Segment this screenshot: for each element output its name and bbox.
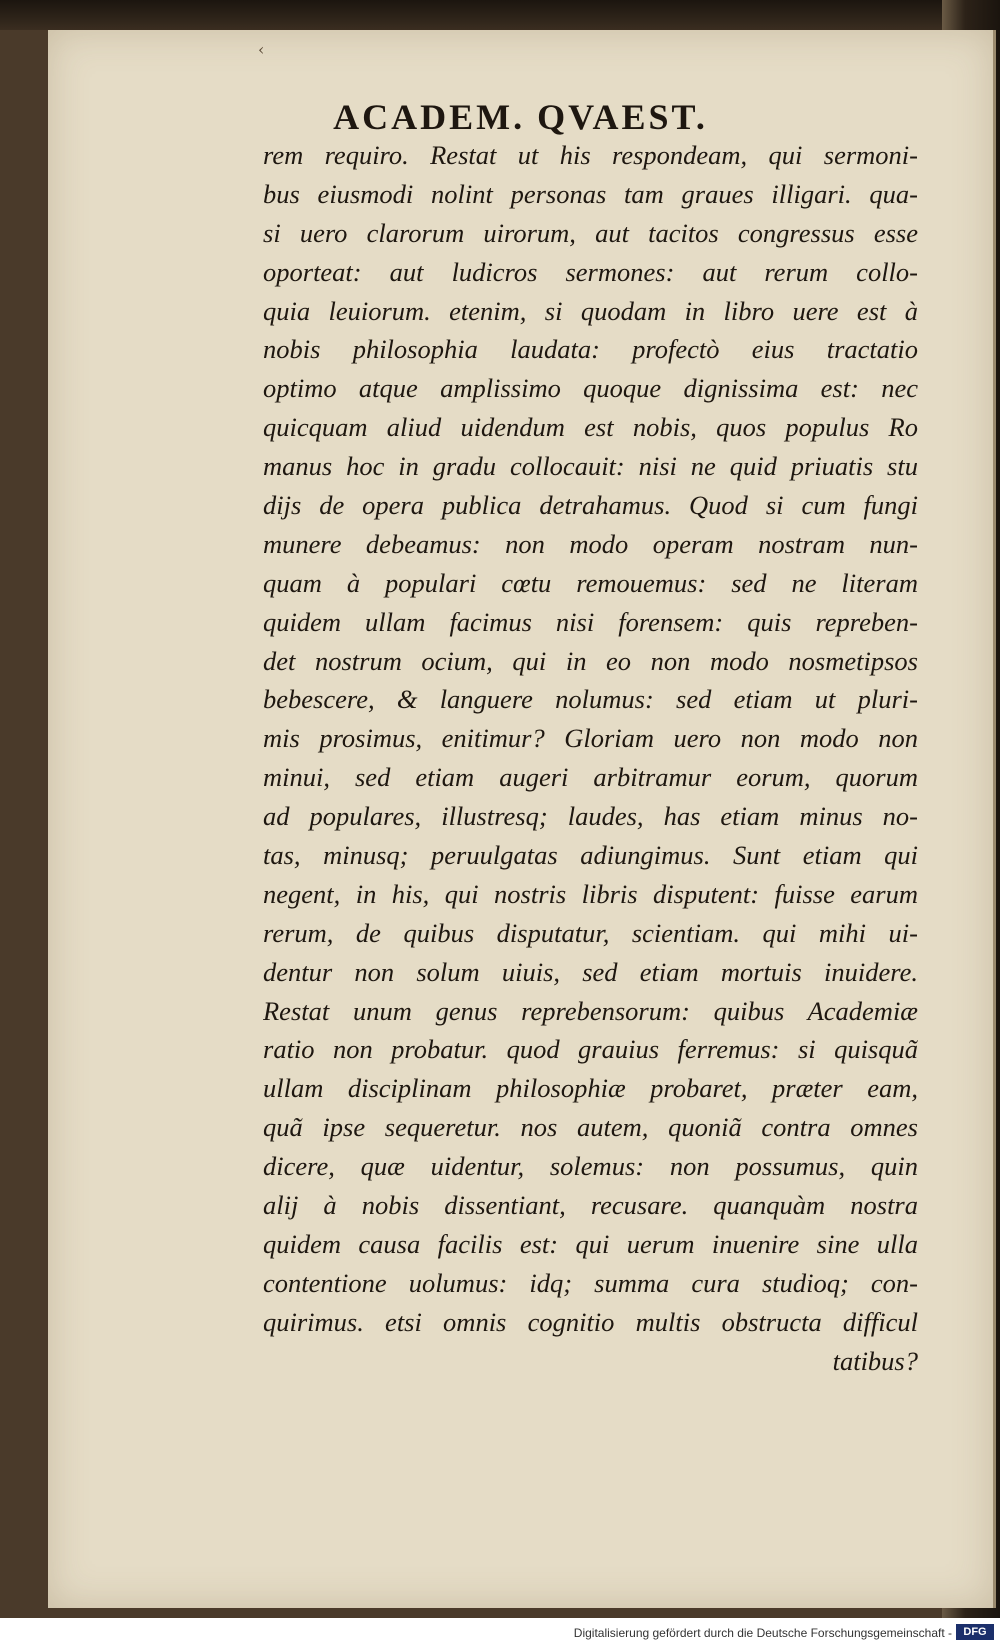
running-head: ACADEM. QVAEST.: [333, 97, 708, 137]
margin-speck: ‹: [258, 40, 265, 59]
text-line: negent, in his, qui nostris libris disputent: fuisse earum: [263, 878, 918, 909]
text-line: bus eiusmodi nolint personas tam graues illigari. qua-: [263, 178, 918, 209]
text-line: ullam disciplinam philosophiæ probaret, præter eam,: [263, 1073, 918, 1104]
text-line: quicquam aliud uidendum est nobis, quos populus Ro: [263, 412, 918, 443]
text-line: dijs de opera publica detrahamus. Quod si cum fungi: [263, 490, 918, 521]
text-line: ad populares, illustresq; laudes, has etiam minus no-: [263, 801, 918, 832]
text-line: munere debeamus: non modo operam nostram nun-: [263, 528, 918, 559]
text-line: dentur non solum uiuis, sed etiam mortuis inuidere.: [263, 956, 918, 987]
text-line: quam à populari cœtu remouemus: sed ne literam: [263, 567, 918, 598]
text-line: oporteat: aut ludicros sermones: aut rerum collo-: [263, 256, 918, 287]
text-line: contentione uolumus: idq; summa cura studioq; con-: [263, 1267, 918, 1298]
text-line: quia leuiorum. etenim, si quodam in libro uere est à: [263, 295, 918, 326]
text-line: optimo atque amplissimo quoque dignissima est: nec: [263, 373, 918, 404]
text-line: nobis philosophia laudata: profectò eius tractatio: [263, 334, 918, 365]
text-line: tatibus?: [832, 1345, 918, 1376]
text-line: rerum, de quibus disputatur, scientiam. qui mihi ui-: [263, 917, 918, 948]
dfg-logo: DFG: [956, 1624, 994, 1640]
text-line: mis prosimus, enitimur? Gloriam uero non modo non: [263, 723, 918, 754]
digitization-footer: [0, 1618, 1000, 1646]
text-line: si uero clarorum uirorum, aut tacitos congressus esse: [263, 217, 918, 248]
text-line: quidem ullam facimus nisi forensem: quis repreben-: [263, 606, 918, 637]
text-line: tas, minusq; peruulgatas adiungimus. Sunt etiam qui: [263, 840, 918, 871]
text-line: ratio non probatur. quod grauius ferremus: si quisquã: [263, 1034, 918, 1065]
funding-credit: Digitalisierung gefördert durch die Deutsche Forschungsgemeinschaft -: [573, 1626, 952, 1640]
text-line: manus hoc in gradu collocauit: nisi ne quid priuatis stu: [263, 451, 918, 482]
body-text: [263, 136, 918, 1381]
text-line: Restat unum genus reprebensorum: quibus Academiæ: [263, 995, 918, 1026]
text-line: quã ipse sequeretur. nos autem, quoniã contra omnes: [263, 1112, 918, 1143]
text-line: minui, sed etiam augeri arbitramur eorum, quorum: [263, 762, 918, 793]
text-line: alij à nobis dissentiant, recusare. quanquàm nostra: [263, 1190, 918, 1221]
book-top-edge: [0, 0, 1000, 30]
text-line: dicere, quæ uidentur, solemus: non possumus, quin: [263, 1151, 918, 1182]
text-line: det nostrum ocium, qui in eo non modo nosmetipsos: [263, 645, 918, 676]
text-line: quirimus. etsi omnis cognitio multis obstructa difficul: [263, 1306, 918, 1337]
text-line: rem requiro. Restat ut his respondeam, qui sermoni-: [263, 140, 918, 170]
book-page: [48, 30, 996, 1608]
text-line: quidem causa facilis est: qui uerum inuenire sine ulla: [263, 1228, 918, 1259]
text-line: bebescere, & languere nolumus: sed etiam ut pluri-: [263, 684, 918, 715]
